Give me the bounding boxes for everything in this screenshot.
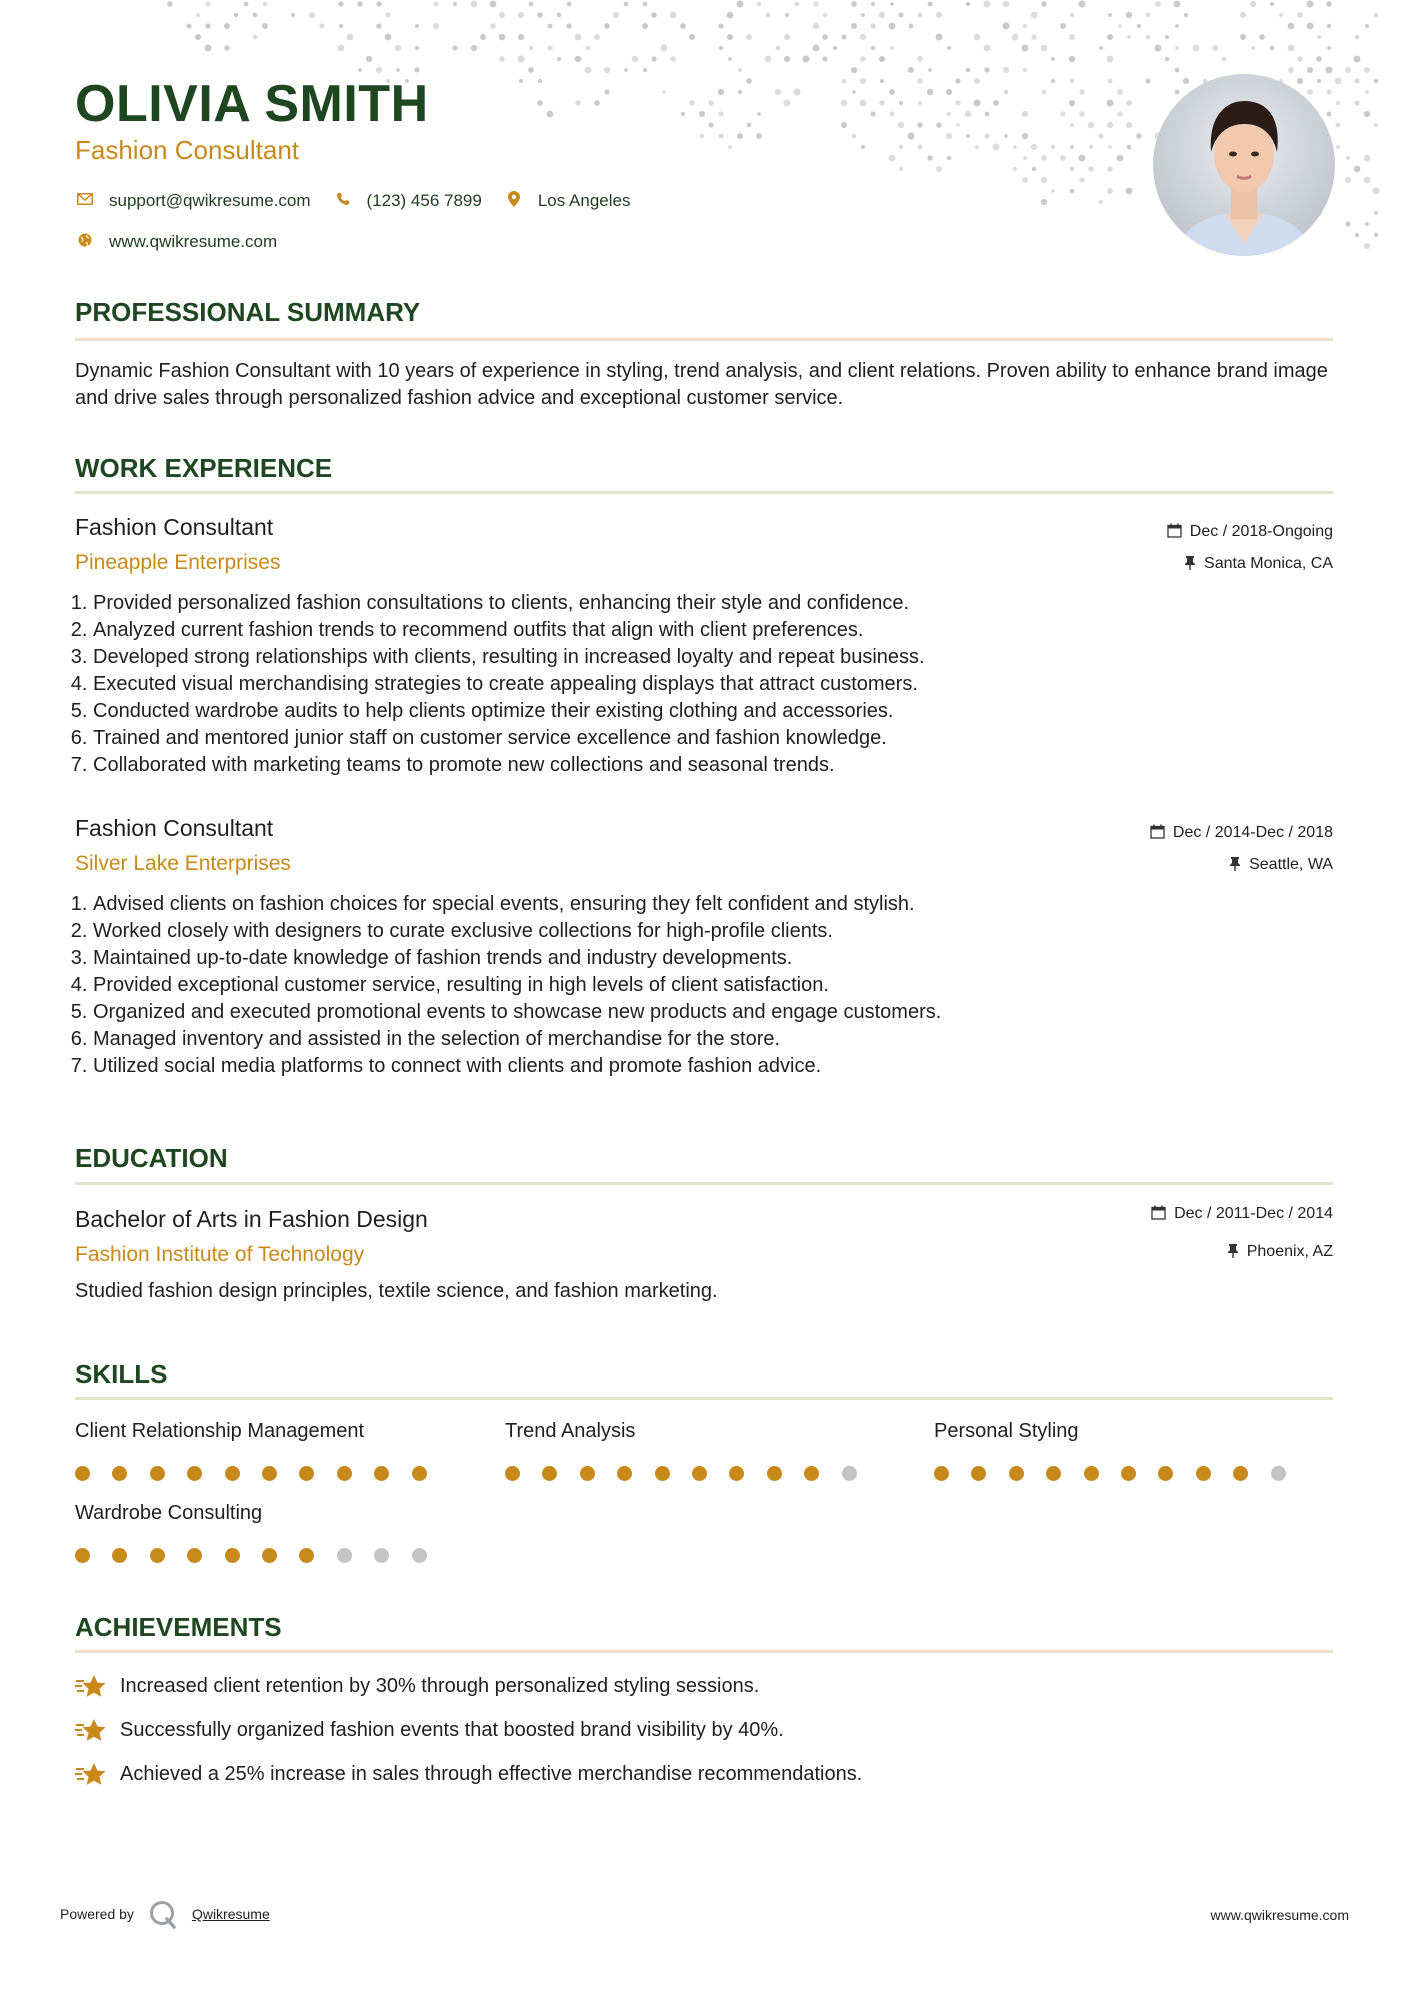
list-item: 7. Collaborated with marketing teams to promote new collections and seasonal trends. <box>93 752 1293 779</box>
rating-dot-filled <box>1196 1466 1211 1481</box>
list-item: 4. Executed visual merchandising strategies to create appealing displays that attract customers. <box>93 671 1293 698</box>
skill-name: Wardrobe Consulting <box>75 1502 263 1524</box>
skill-name: Trend Analysis <box>505 1420 636 1442</box>
rating-dot-filled <box>299 1466 314 1481</box>
rating-dot-filled <box>655 1466 670 1481</box>
rating-dot-filled <box>804 1466 819 1481</box>
education-location <box>1227 1243 1333 1261</box>
contact-location: Los Angeles <box>537 191 631 210</box>
achievement-text: Successfully organized fashion events that boosted brand visibility by 40%. <box>120 1719 784 1741</box>
rating-dot-filled <box>262 1548 277 1563</box>
rating-dot-empty <box>412 1548 427 1563</box>
job-location-text: Seattle, WA <box>1249 856 1333 873</box>
summary-section <box>75 299 1333 325</box>
qwikresume-link[interactable]: Qwikresume <box>191 1906 270 1922</box>
job-company: Pineapple Enterprises <box>75 551 281 574</box>
calendar-icon <box>1150 824 1165 842</box>
list-item: 5. Conducted wardrobe audits to help clients optimize their existing clothing and accessories. <box>93 698 1293 725</box>
envelope-icon <box>75 193 95 208</box>
rating-dot-filled <box>262 1466 277 1481</box>
list-item: 6. Managed inventory and assisted in the selection of merchandise for the store. <box>93 1026 1293 1053</box>
skills-divider <box>75 1397 1333 1400</box>
footer-brand <box>60 1899 270 1929</box>
summary-text: Dynamic Fashion Consultant with 10 years of experience in styling, trend analysis, and client relations. Proven ability to enhance brand image and drive sales through personalized fashion advice and exceptional customer service. <box>75 360 1328 409</box>
job-dates <box>1150 824 1333 842</box>
globe-icon <box>75 233 95 250</box>
star-icon <box>75 1716 109 1744</box>
rating-dot-filled <box>767 1466 782 1481</box>
rating-dot-filled <box>112 1466 127 1481</box>
rating-dot-filled <box>150 1548 165 1563</box>
achievements-section <box>75 1614 1333 1640</box>
achievement-item <box>75 1760 862 1788</box>
contact-phone[interactable]: (123) 456 7899 <box>366 191 482 210</box>
candidate-title: Fashion Consultant <box>75 135 300 165</box>
list-item: 3. Maintained up-to-date knowledge of fashion trends and industry developments. <box>93 945 1293 972</box>
contact-email[interactable]: support@qwikresume.com <box>109 191 311 210</box>
experience-heading: WORK EXPERIENCE <box>75 453 333 483</box>
rating-dot-filled <box>225 1548 240 1563</box>
footer-url[interactable]: www.qwikresume.com <box>1210 1907 1349 1923</box>
pushpin-icon <box>1229 856 1241 874</box>
list-item: 1. Advised clients on fashion choices for special events, ensuring they felt confident and stylish. <box>93 891 1293 918</box>
school-name: Fashion Institute of Technology <box>75 1243 365 1266</box>
calendar-icon <box>1151 1205 1166 1223</box>
phone-icon <box>333 192 353 209</box>
education-location-text: Phoenix, AZ <box>1246 1243 1333 1260</box>
rating-dot-empty <box>337 1548 352 1563</box>
rating-dot-filled <box>1084 1466 1099 1481</box>
skill-item <box>934 1421 1308 1481</box>
rating-dot-filled <box>187 1548 202 1563</box>
candidate-name: OLIVIA SMITH <box>75 75 429 133</box>
rating-dot-filled <box>299 1548 314 1563</box>
rating-dot-filled <box>1046 1466 1061 1481</box>
map-pin-icon <box>504 191 524 210</box>
rating-dot-filled <box>505 1466 520 1481</box>
skill-rating <box>75 1548 449 1563</box>
job-location-text: Santa Monica, CA <box>1204 555 1333 572</box>
qwikresume-logo-icon <box>148 1899 178 1929</box>
rating-dot-filled <box>150 1466 165 1481</box>
skill-rating <box>934 1466 1308 1481</box>
job-location <box>1184 555 1333 573</box>
achievement-text: Achieved a 25% increase in sales through effective merchandise recommendations. <box>120 1763 863 1785</box>
rating-dot-filled <box>692 1466 707 1481</box>
rating-dot-filled <box>187 1466 202 1481</box>
education-divider <box>75 1182 1333 1185</box>
contact-row <box>75 191 652 210</box>
rating-dot-filled <box>374 1466 389 1481</box>
rating-dot-filled <box>971 1466 986 1481</box>
list-item: 2. Analyzed current fashion trends to recommend outfits that align with client preferences. <box>93 617 1293 644</box>
job-bullets <box>75 891 1293 1080</box>
rating-dot-empty <box>842 1466 857 1481</box>
rating-dot-filled <box>580 1466 595 1481</box>
skill-rating <box>505 1466 879 1481</box>
job-company: Silver Lake Enterprises <box>75 852 291 875</box>
rating-dot-filled <box>225 1466 240 1481</box>
skills-section <box>75 1361 1333 1387</box>
pushpin-icon <box>1227 1243 1239 1261</box>
rating-dot-empty <box>374 1548 389 1563</box>
list-item: 2. Worked closely with designers to curate exclusive collections for high-profile clients. <box>93 918 1293 945</box>
rating-dot-filled <box>1009 1466 1024 1481</box>
rating-dot-filled <box>1158 1466 1173 1481</box>
summary-divider <box>75 338 1333 341</box>
job-dates <box>1167 523 1333 541</box>
skills-heading: SKILLS <box>75 1359 168 1389</box>
rating-dot-filled <box>542 1466 557 1481</box>
education-heading: EDUCATION <box>75 1143 228 1173</box>
star-icon <box>75 1760 109 1788</box>
calendar-icon <box>1167 523 1182 541</box>
skill-name: Client Relationship Management <box>75 1420 365 1442</box>
rating-dot-filled <box>337 1466 352 1481</box>
list-item: 7. Utilized social media platforms to connect with clients and promote fashion advice. <box>93 1053 1293 1080</box>
job-bullets <box>75 590 1293 779</box>
experience-section <box>75 455 1333 481</box>
job-location <box>1229 856 1333 874</box>
achievement-text: Increased client retention by 30% through personalized styling sessions. <box>120 1675 760 1697</box>
job-dates-text: Dec / 2014-Dec / 2018 <box>1172 824 1333 841</box>
skill-item <box>75 1503 449 1563</box>
rating-dot-filled <box>1121 1466 1136 1481</box>
list-item: 5. Organized and executed promotional events to showcase new products and engage customers. <box>93 999 1293 1026</box>
powered-by-label: Powered by <box>60 1906 134 1922</box>
rating-dot-filled <box>617 1466 632 1481</box>
skill-item <box>505 1421 879 1481</box>
list-item: 6. Trained and mentored junior staff on customer service excellence and fashion knowledge. <box>93 725 1293 752</box>
rating-dot-filled <box>412 1466 427 1481</box>
rating-dot-filled <box>75 1548 90 1563</box>
education-dates-text: Dec / 2011-Dec / 2014 <box>1174 1205 1333 1222</box>
profile-photo <box>1153 74 1335 256</box>
list-item: 4. Provided exceptional customer service, resulting in high levels of client satisfaction. <box>93 972 1293 999</box>
contact-website[interactable]: www.qwikresume.com <box>109 232 278 251</box>
list-item: 1. Provided personalized fashion consultations to clients, enhancing their style and confidence. <box>93 590 1293 617</box>
degree-title: Bachelor of Arts in Fashion Design <box>75 1206 428 1232</box>
job-dates-text: Dec / 2018-Ongoing <box>1189 523 1333 540</box>
star-icon <box>75 1672 109 1700</box>
summary-heading: PROFESSIONAL SUMMARY <box>75 297 421 327</box>
rating-dot-filled <box>1233 1466 1248 1481</box>
achievements-divider <box>75 1650 1333 1653</box>
pushpin-icon <box>1184 555 1196 573</box>
skill-rating <box>75 1466 449 1481</box>
education-dates <box>1151 1205 1333 1223</box>
skill-item <box>75 1421 449 1481</box>
achievement-item <box>75 1672 759 1700</box>
list-item: 3. Developed strong relationships with clients, resulting in increased loyalty and repeat business. <box>93 644 1293 671</box>
website-row <box>75 233 299 250</box>
achievements-heading: ACHIEVEMENTS <box>75 1612 282 1642</box>
experience-divider <box>75 491 1333 494</box>
job-title: Fashion Consultant <box>75 815 274 841</box>
education-description: Studied fashion design principles, textile science, and fashion marketing. <box>75 1280 718 1302</box>
achievement-item <box>75 1716 784 1744</box>
job-title: Fashion Consultant <box>75 514 274 540</box>
rating-dot-filled <box>112 1548 127 1563</box>
education-section <box>75 1145 1333 1171</box>
rating-dot-filled <box>934 1466 949 1481</box>
skill-name: Personal Styling <box>934 1420 1079 1442</box>
rating-dot-filled <box>75 1466 90 1481</box>
rating-dot-filled <box>729 1466 744 1481</box>
rating-dot-empty <box>1271 1466 1286 1481</box>
